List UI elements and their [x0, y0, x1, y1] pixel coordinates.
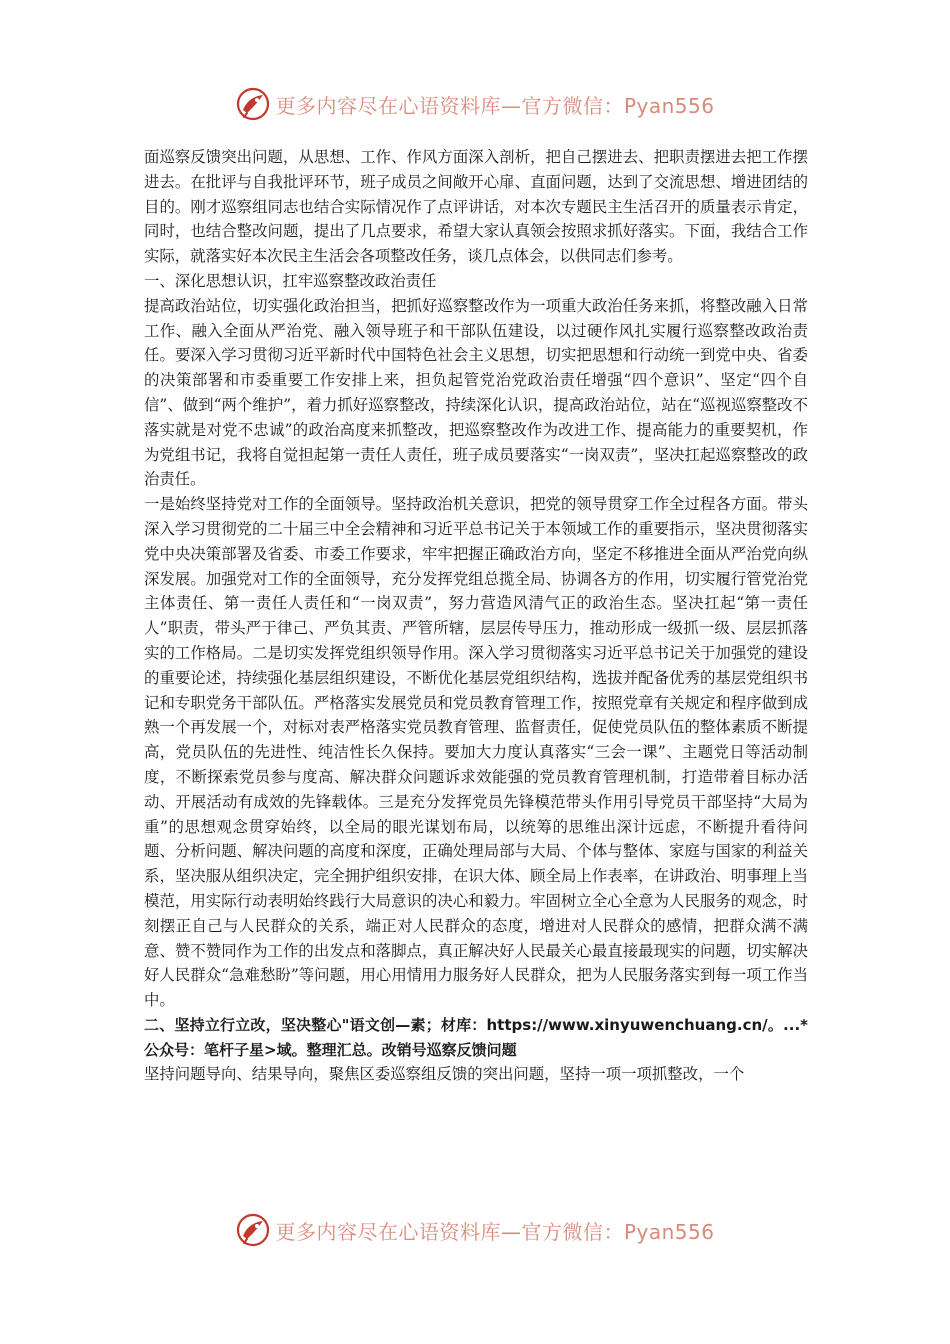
paragraph-section-2: 坚持问题导向、结果导向，聚焦区委巡察组反馈的突出问题，坚持一项一项抓整改，一个 — [144, 1065, 745, 1084]
section-heading-2: 二、坚持立行立改，坚决整心"语文创—素；材库：https://www.xinyuwenchuang.cn/。...*公众号：笔杆子星>域。整理汇总。改销号巡察反馈问题 — [144, 1015, 808, 1059]
brand-logo-icon — [235, 1212, 271, 1248]
section-heading-1: 一、深化思想认识，扛牢巡察整改政治责任 — [144, 271, 437, 290]
paragraph-section-1-details: 一是始终坚持党对工作的全面领导。坚持政治机关意识，把党的领导贯穿工作全过程各方面。带头深入学习贯彻党的二十届三中全会精神和习近平总书记关于本领域工作的重要指示，坚决贯彻落实党中央决策部署及省委、市委工作要求，牢牢把握正确政治方向，坚定不移推进全面从严治党向纵深发展。加强党对工作的全面领导，充分发挥党组总揽全局、协调各方的作用，切实履行管党治党主体责任、第一责任人责任和“一岗双责”，努力营造风清气正的政治生态。坚决扛起“第一责任人”职责，带头严于律己、严负其责、严管所辖，层层传导压力，推动形成一级抓一级、层层抓落实的工作格局。二是切实发挥党组织领导作用。深入学习贯彻落实习近平总书记关于加强党的建设的重要论述，持续强化基层组织建设，不断优化基层党组织结构，选拔并配备优秀的基层党组织书记和专职党务干部队伍。严格落实发展党员和党员教育管理工作，按照党章有关规定和程序做到成熟一个再发展一个，对标对表严格落实党员教育管理、监督责任，促使党员队伍的整体素质不断提高，党员队伍的先进性、纯洁性长久保持。要加大力度认真落实“三会一课”、主题党日等活动制度，不断探索党员参与度高、解决群众问题诉求效能强的党员教育管理机制，打造带着目标办活动、开展活动有成效的先锋载体。三是充分发挥党员先锋模范带头作用引导党员干部坚持“大局为重”的思想观念贯穿始终，以全局的眼光谋划布局，以统筹的思维出深计远虑，不断提升看待问题、分析问题、解决问题的高度和深度，正确处理局部与大局、个体与整体、家庭与国家的利益关系，坚决服从组织决定，完全拥护组织安排，在识大体、顾全局上作表率，在讲政治、明事理上当模范，用实际行动表明始终践行大局意识的决心和毅力。牢固树立全心全意为人民服务的观念，时刻摆正自己与人民群众的关系，端正对人民群众的态度，增进对人民群众的感情，把群众满不满意、赞不赞同作为工作的出发点和落脚点，真正解决好人民最关心最直接最现实的问题，切实解决好人民群众“急难愁盼”等问题，用心用情用力服务好人民群众，把为人民服务落实到每一项工作当中。 — [144, 495, 808, 1010]
banner-text: 更多内容尽在心语资料库—官方微信：Pyan556 — [275, 93, 715, 118]
footer-banner — [0, 1208, 950, 1252]
banner-text: 更多内容尽在心语资料库—官方微信：Pyan556 — [275, 1219, 715, 1244]
header-banner — [0, 82, 950, 126]
paragraph-section-1: 提高政治站位，切实强化政治担当，把抓好巡察整改作为一项重大政治任务来抓，将整改融入日常工作、融入全面从严治党、融入领导班子和干部队伍建设，以过硬作风扎实履行巡察整改政治责任。要深入学习贯彻习近平新时代中国特色社会主义思想，切实把思想和行动统一到党中央、省委的决策部署和市委重要工作安排上来，担负起管党治党政治责任增强“四个意识”、坚定“四个自信”、做到“两个维护”，着力抓好巡察整改，持续深化认识，提高政治站位，站在“巡视巡察整改不落实就是对党不忠诚”的政治高度来抓整改，把巡察整改作为改进工作、提高能力的重要契机，作为党组书记，我将自觉担起第一责任人责任，班子成员要落实“一岗双责”，坚决扛起巡察整改的政治责任。 — [144, 296, 808, 489]
paragraph-intro: 面巡察反馈突出问题，从思想、工作、作风方面深入剖析，把自己摆进去、把职责摆进去把工作摆进去。在批评与自我批评环节，班子成员之间敞开心扉、直面问题，达到了交流思想、增进团结的目的。刚才巡察组同志也结合实际情况作了点评讲话，对本次专题民主生活召开的质量表示肯定，同时，也结合整改问题，提出了几点要求，希望大家认真领会按照求抓好落实。下面，我结合工作实际，就落实好本次民主生活会各项整改任务，谈几点体会，以供同志们参考。 — [144, 148, 808, 266]
brand-logo-icon — [235, 86, 271, 122]
document-body — [144, 145, 808, 1087]
